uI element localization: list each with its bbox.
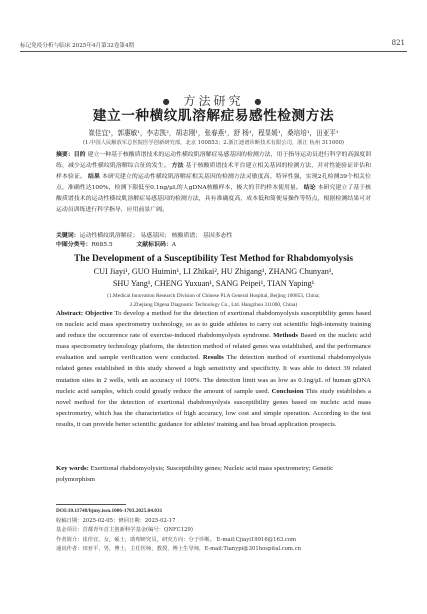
keywords-cn-text: 运动性横纹肌溶解症； 易感基因； 核酸质谱； 基因多态性 (79, 233, 233, 239)
footnotes (56, 507, 371, 555)
abstract-cn-objective-label: 摘要：目的 (56, 151, 86, 158)
doi: DOI:10.11748/bjmy.issn.1006-1703.2025.04.031 (56, 508, 163, 514)
bullet-right-icon: ● (254, 97, 265, 106)
footnote-divider (56, 504, 126, 505)
keywords-en-label: Key words: (56, 465, 89, 472)
abstract-en-methods: Based on the nucleic acid mass spectrometry technology platform, the detection method of related genes was established, and the performance evaluation and sample verification were conducted. (56, 332, 372, 362)
bullet-left-icon: ● (162, 97, 173, 106)
abstract-cn-conclusion-label: 结论 (303, 183, 316, 191)
abstract-en-conclusion-label: Conclusion (271, 387, 304, 395)
authors-en-line: CUI Jiayi¹, GUO Huimin¹, LI Zhikai², HU Zhigang¹, ZHANG Chunyan¹, (93, 267, 334, 276)
abstract-cn-conclusion: 本研究建立了基于核酸质谱技术的运动性横纹肌溶解症易感基因的检测方法，具有准确度高，成本低和简便易操作等特点，根据检测结果可对运动员训练进行科学指导，应用前景广阔。 (56, 184, 372, 213)
abstract-en-conclusion: This study establishes a novel method for the detection of exertional rhabdomyolysis susceptibility genes based on nucleic acid mass spectrometry, which has the characteristics of high accuracy, low cost and simple operation. According to the test results, it can provide better scientific guidance for athletes' training and has broad application prospects. (56, 387, 371, 428)
page-number: 821 (391, 39, 405, 47)
article-title-en: The Development of a Susceptibility Test Method for Rhabdomyolysis (73, 254, 353, 264)
corresponding-author: 通讯作者：田亚平，男，博士，主任医师，教授，博士生导师，E-mail:Tianypi@301hospital.com.cn (56, 546, 302, 553)
abstract-cn-method: 基于核酸质谱技术平台建立相关基因的检测方法，并对性能验证评估和样本验证。 (56, 162, 372, 180)
affiliation-cn: (1.中国人民解放军总医院医学创新研究部，北京 100853；2.浙江迪谱诊断技术有限公司，浙江 杭州 311000) (82, 140, 345, 146)
abstract-en-methods-label: Methods (273, 332, 298, 340)
keywords-en (56, 463, 371, 485)
abstract-cn-objective: 建立一种基于核酸质谱技术的运动性横纹肌溶解症易感基因的检测方法，用于指导运动员进行科学的高强度训练，减少运动性横纹肌溶解综合征的发生。 (56, 152, 372, 169)
journal-header: 标记免疫分析与临床 2025年4月第32卷第4期 (20, 43, 135, 49)
abstract-en-objective-label: Objective (85, 310, 113, 317)
classification-cn (56, 239, 371, 248)
abstract-en (56, 308, 371, 430)
authors-en-line: SHU Yang¹, CHENG Yuxuan¹, SANG Peipei¹, TIAN Yaping¹ (112, 279, 315, 288)
clc-code: R685.5 (91, 242, 113, 248)
keywords-cn (56, 230, 371, 239)
authors-en (0, 266, 427, 290)
doc-code: A (171, 242, 177, 248)
abstract-cn-method-label: 方法 (171, 161, 184, 169)
clc-label: 中图分类号： (56, 241, 92, 248)
doc-code-label: 文献标识码： (136, 241, 172, 248)
authors-cn: 崔佳宜¹，郭惠敏¹，李志凯²，胡志刚¹，张春燕¹，舒 杨¹，程显媛¹，桑培培¹，田亚平¹ (88, 129, 339, 137)
abstract-en-objective: To develop a method for the detection of exertional rhabdomyolysis susceptibility genes based on nucleic acid mass spectrometry technology, so as to guide athletes to carry out scientific high-intensity training and reduce the occurrence rate of exercise-induced rhabdomyolysis syndrome. (56, 310, 371, 340)
abstract-cn-result-label: 结果 (87, 172, 100, 180)
affiliation-en-line: 2.Zhejiang Digena Diagnostic Technology Co., Ltd. Hangzhou 311000, China) (129, 302, 298, 308)
keywords-en-text: Exertional rhabdomyolysis; Susceptibility genes; Nucleic acid mass spectrometry; Genetic polymorphism (56, 465, 334, 484)
abstract-en-label: Abstract: (56, 310, 84, 317)
article-title-cn: 建立一种横纹肌溶解症易感性检测方法 (92, 108, 335, 124)
affiliation-en-line: (1.Medical Innovation Research Division of Chinese PLA General Hospital, Beijing 100853, China; (107, 293, 320, 299)
author-intro: 作者简介：崔佳宜，女，硕士，助理研究员，研究方向：分子诊断。 E-mail:Cjiayi19916@163.com (56, 536, 297, 543)
abstract-cn-result: 本研究建立的运动性横纹肌溶解症相关基因的检测方法灵敏度高、特异性强，实现2孔检测39个相关位点，准确性达100%，检测下限低至0.1ng/μL的人gDNA核酸样本，极大的节约样本使用量。 (56, 173, 372, 191)
abstract-cn (56, 150, 371, 215)
abstract-en-results: The detection method of exertional rhabdomyolysis related genes established in this study showed a high sensitivity and specificity. It was able to detect 39 related mutation sites in 2 wells, with an accuracy of 100%. The detection limit was as low as 0.1ng/μL of human gDNA nucleic acid samples, which could greatly reduce the amount of sample used. (56, 354, 371, 395)
received-dates: 收稿日期：2025-02-05；修回日期：2025-02-17 (56, 517, 176, 524)
section-title: 方法研究 (183, 94, 244, 108)
fund-info: 基金项目：首都青年首主创新科学基金(编号：QNFC129) (56, 527, 193, 534)
abstract-en-results-label: Results (202, 354, 224, 362)
keywords-cn-label: 关键词： (56, 232, 80, 239)
header-divider (20, 51, 407, 52)
